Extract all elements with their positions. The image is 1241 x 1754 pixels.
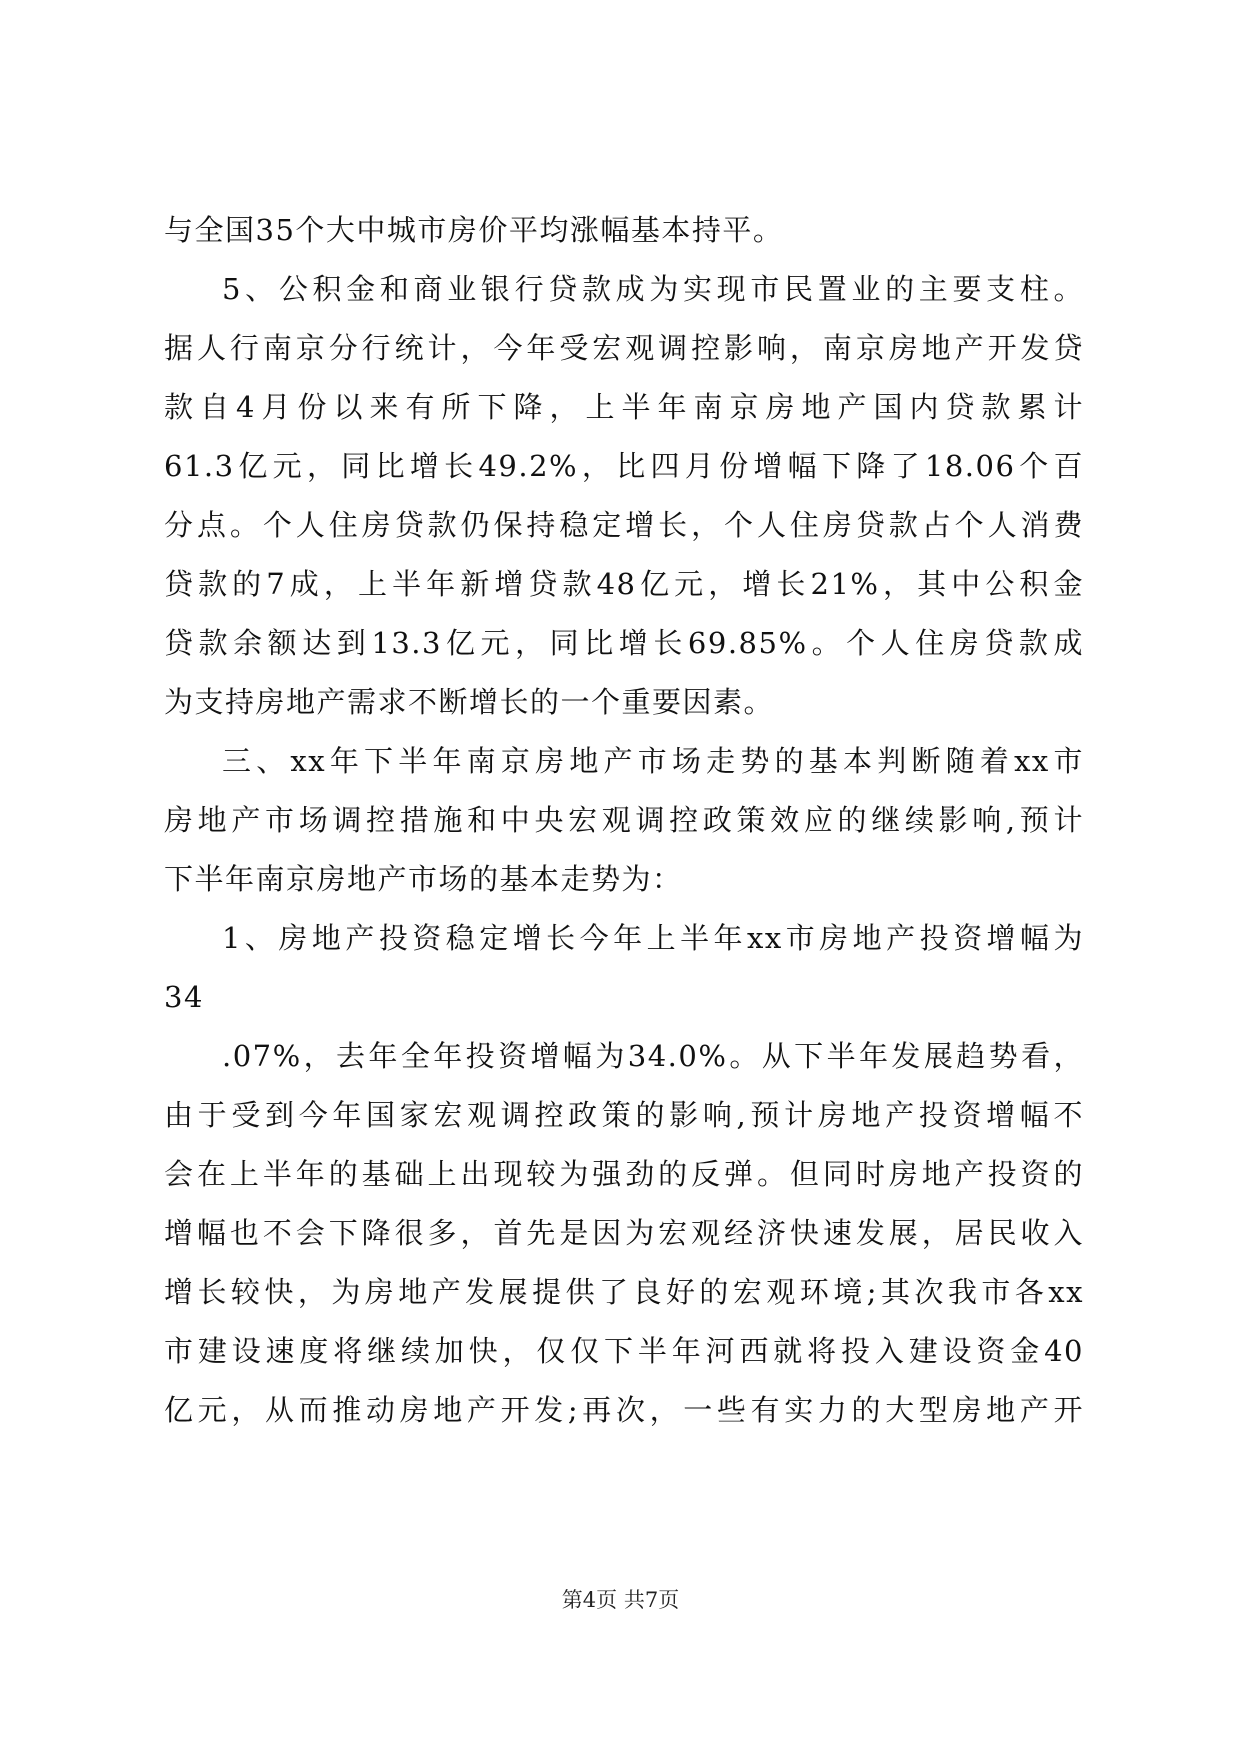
text-line: 会在上半年的基础上出现较为强劲的反弹。但同时房地产投资的 bbox=[164, 1157, 1084, 1191]
text-line: 据人行南京分行统计，今年受宏观调控影响，南京房地产开发贷 bbox=[164, 331, 1084, 365]
text-line: 亿元，从而推动房地产开发;再次，一些有实力的大型房地产开 bbox=[164, 1393, 1084, 1427]
text-line: 由于受到今年国家宏观调控政策的影响,预计房地产投资增幅不 bbox=[164, 1098, 1084, 1132]
text-line: 房地产市场调控措施和中央宏观调控政策效应的继续影响,预计 bbox=[164, 803, 1084, 837]
text-line: 贷款的7成，上半年新增贷款48亿元，增长21%，其中公积金 bbox=[164, 567, 1084, 601]
paragraph-heading: 1、房地产投资稳定增长今年上半年xx市房地产投资增幅为 bbox=[222, 921, 1084, 955]
text-line: .07%，去年全年投资增幅为34.0%。从下半年发展趋势看， bbox=[222, 1039, 1084, 1073]
text-line: 34 bbox=[164, 980, 204, 1014]
text-line: 增幅也不会下降很多，首先是因为宏观经济快速发展，居民收入 bbox=[164, 1216, 1084, 1250]
section-heading: 三、xx年下半年南京房地产市场走势的基本判断随着xx市 bbox=[222, 744, 1084, 778]
text-line: 款自4月份以来有所下降，上半年南京房地产国内贷款累计 bbox=[164, 390, 1084, 424]
paragraph-heading: 5、公积金和商业银行贷款成为实现市民置业的主要支柱。 bbox=[222, 272, 1084, 306]
page-footer: 第4页 共7页 bbox=[561, 1588, 680, 1612]
text-line: 增长较快，为房地产发展提供了良好的宏观环境;其次我市各xx bbox=[164, 1275, 1084, 1309]
text-line: 贷款余额达到13.3亿元，同比增长69.85%。个人住房贷款成 bbox=[164, 626, 1084, 660]
text-line: 61.3亿元，同比增长49.2%，比四月份增幅下降了18.06个百 bbox=[164, 449, 1084, 483]
text-line: 为支持房地产需求不断增长的一个重要因素。 bbox=[164, 685, 775, 719]
text-line: 分点。个人住房贷款仍保持稳定增长，个人住房贷款占个人消费 bbox=[164, 508, 1084, 542]
text-line: 与全国35个大中城市房价平均涨幅基本持平。 bbox=[164, 213, 784, 247]
text-line: 下半年南京房地产市场的基本走势为： bbox=[164, 862, 683, 896]
text-line: 市建设速度将继续加快，仅仅下半年河西就将投入建设资金40 bbox=[164, 1334, 1084, 1368]
